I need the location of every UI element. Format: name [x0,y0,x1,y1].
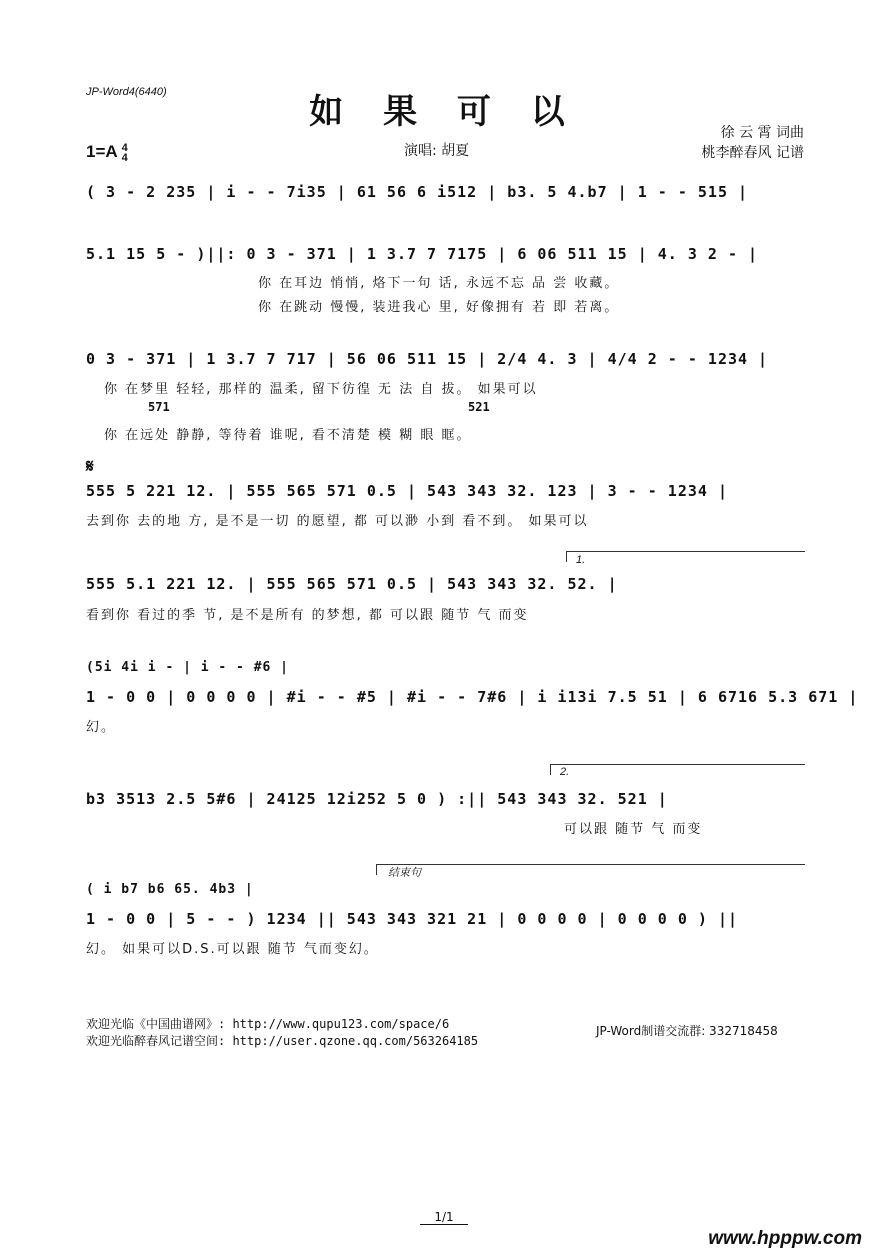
score-line-3: 0 3 - 371 | 1 3.7 7 717 | 56 06 511 15 | 2/4 4. 3 | 4/4 2 - - 1234 | [86,350,769,368]
song-title: 如 果 可 以 [309,92,579,132]
key-signature [86,142,128,163]
volta-label-1: 1. [576,554,586,566]
page-number-text: 1/1 [420,1210,467,1225]
key-label: 1=A [86,142,118,161]
lyric-line-7: 可以跟 随节 气 而变 [564,822,703,837]
volta-label-3: 结束句 [388,867,421,879]
lyric-line-5: 看到你 看过的季 节, 是不是所有 的梦想, 都 可以跟 随节 气 而变 [86,608,529,623]
lyric-line-6: 幻。 [86,720,117,735]
lyric-line-3a: 你 在梦里 轻轻, 那样的 温柔, 留下彷徨 无 法 自 拔。 如果可以 [104,382,538,397]
score-line-4: 555 5 221 12. | 555 565 571 0.5 | 543 343 32. 123 | 3 - - 1234 | [86,482,728,500]
score-line-8: 1 - 0 0 | 5 - - ) 1234 || 543 343 321 21 | 0 0 0 0 | 0 0 0 0 ) || [86,910,738,928]
time-bottom: 4 [121,151,128,164]
upper-voice-8: ( i b7 b6 65. 4b3 | [86,882,254,897]
lyricist-credit: 徐 云 霄 词曲 [720,125,804,141]
footer-group: JP-Word制谱交流群: 332718458 [596,1024,778,1038]
volta-bracket-3 [376,864,805,875]
time-signature [122,143,128,163]
volta-label-2: 2. [560,766,570,778]
lyric-line-8: 幻。 如果可以D.S.可以跟 随节 气而变幻。 [86,942,379,957]
singer-label: 演唱: 胡夏 [404,143,470,159]
score-line-6: 1 - 0 0 | 0 0 0 0 | #i - - #5 | #i - - 7#6 | i i13i 7.5 51 | 6 6716 5.3 671 | [86,688,859,706]
footer-welcome-1: 欢迎光临《中国曲谱网》: http://www.qupu123.com/space/6 [86,1017,450,1031]
transcriber-credit: 桃李醉春风 记谱 [701,145,804,161]
software-label: JP-Word4(6440) [86,86,167,98]
score-line-1: ( 3 - 2 235 | i - - 7i35 | 61 56 6 i512 | b3. 5 4.b7 | 1 - - 515 | [86,183,749,201]
lyric-line-4: 去到你 去的地 方, 是不是一切 的愿望, 都 可以渺 小到 看不到。 如果可以 [86,514,589,529]
alt-notes-1: 571 [148,400,170,414]
site-watermark: www.hpppw.com [708,1228,862,1249]
lyric-line-2b: 你 在跳动 慢慢, 装进我心 里, 好像拥有 若 即 若离。 [258,300,620,315]
score-line-7: b3 3513 2.5 5#6 | 24125 12i252 5 0 ) :|| 543 343 32. 521 | [86,790,668,808]
score-line-5: 555 5.1 221 12. | 555 565 571 0.5 | 543 343 32. 52. | [86,575,618,593]
footer-welcome-2: 欢迎光临醉春风记谱空间: http://user.qzone.qq.com/563264185 [86,1034,479,1048]
lyric-line-3b: 你 在远处 静静, 等待着 谁呢, 看不清楚 模 糊 眼 眶。 [104,428,472,443]
segno-sign: 𝄋 [86,456,94,477]
alt-notes-2: 521 [468,400,490,414]
time-top: 4 [121,141,128,154]
upper-voice-6: (5i 4i i - | i - - #6 | [86,660,290,675]
volta-bracket-1 [566,551,805,562]
lyric-line-2a: 你 在耳边 悄悄, 烙下一句 话, 永远不忘 品 尝 收藏。 [258,276,620,291]
score-line-2: 5.1 15 5 - )||: 0 3 - 371 | 1 3.7 7 7175 | 6 06 511 15 | 4. 3 2 - | [86,245,759,263]
volta-bracket-2 [550,764,805,775]
page-number [0,1210,888,1224]
